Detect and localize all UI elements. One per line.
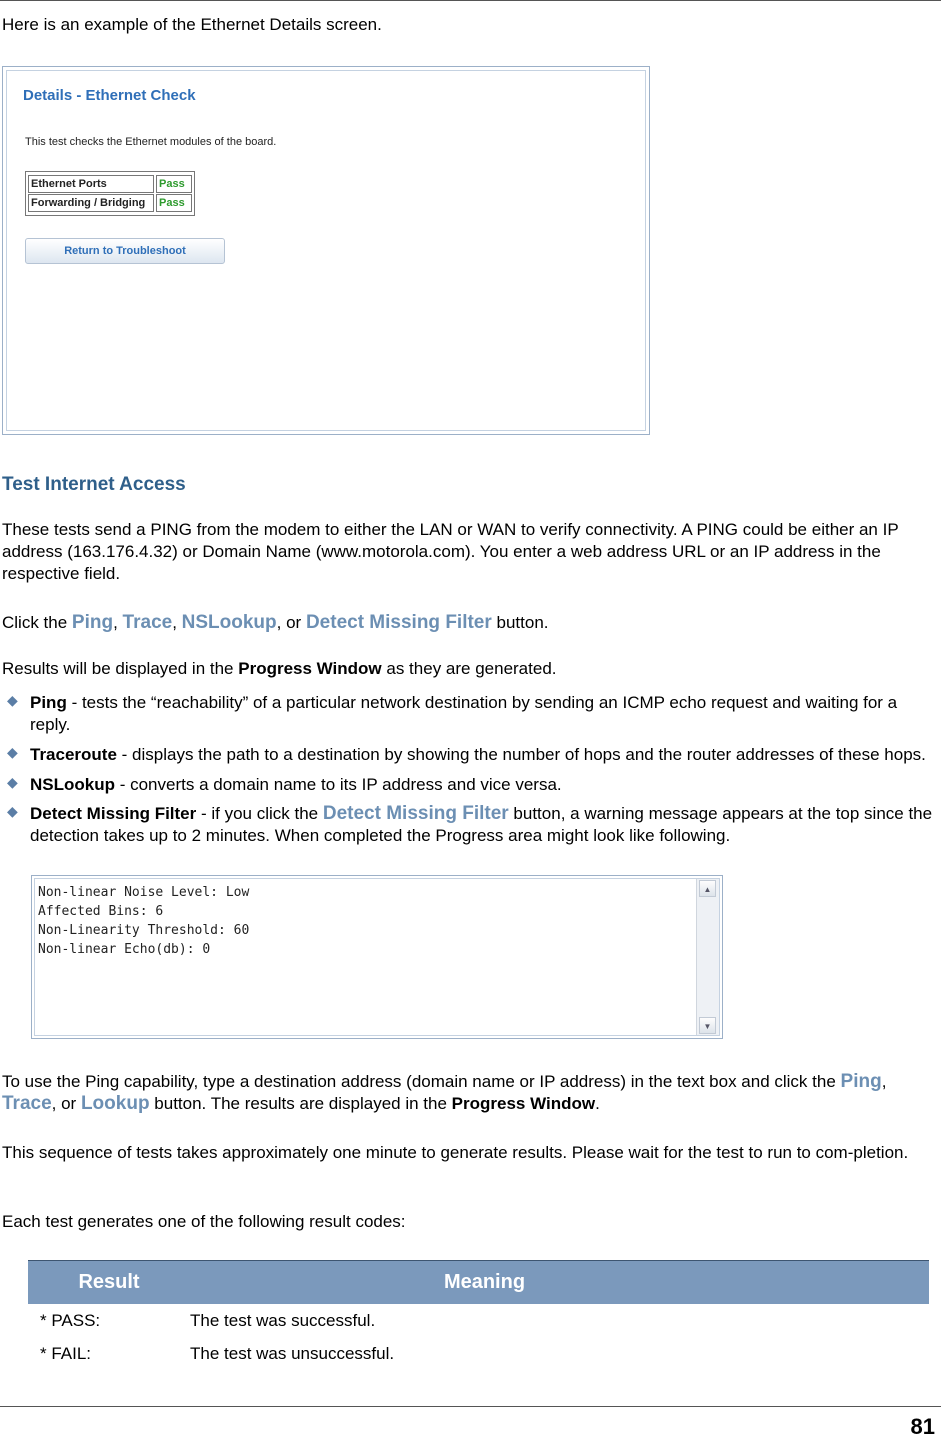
progress-window-screenshot	[31, 875, 723, 1039]
screenshot-description: This test checks the Ethernet modules of the board.	[25, 136, 277, 148]
trace-keyword: Trace	[2, 1093, 52, 1114]
output-line: Affected Bins: 6	[38, 904, 164, 919]
result-code: * FAIL:	[40, 1344, 92, 1363]
text: Results will be displayed in the	[2, 659, 239, 678]
bullet-term: Ping	[30, 693, 67, 712]
click-instruction	[2, 612, 549, 634]
result-codes-table	[28, 1260, 929, 1367]
diamond-bullet-icon: ◆	[7, 744, 18, 760]
text: ,	[113, 613, 123, 632]
output-line: Non-linear Echo(db): 0	[38, 942, 211, 957]
ping-paragraph	[2, 1071, 939, 1115]
text: , or	[276, 613, 306, 632]
table-header	[28, 1260, 929, 1304]
results-instruction	[2, 658, 557, 680]
text: button.	[491, 613, 549, 632]
ethernet-results-table	[25, 171, 195, 216]
list-item	[7, 774, 939, 796]
test-status: Pass	[156, 175, 192, 193]
test-name: Ethernet Ports	[28, 175, 154, 193]
text: .	[595, 1094, 600, 1113]
text: , or	[51, 1094, 81, 1113]
bottom-rule	[0, 1406, 941, 1407]
progress-window-label: Progress Window	[238, 659, 382, 678]
text: ,	[881, 1072, 887, 1091]
table-row	[28, 1307, 929, 1334]
list-item	[7, 803, 939, 847]
top-rule	[0, 0, 941, 1]
bullet-text: button, a warning message appears at the top since the detection takes up to 2 minutes. When completed the Progress area might look like following.	[30, 804, 933, 845]
table-row	[28, 194, 192, 212]
bullet-term: Detect Missing Filter	[30, 804, 197, 823]
text: Click the	[2, 613, 72, 632]
bullet-term: Traceroute	[30, 745, 117, 764]
list-item	[7, 744, 939, 766]
section-title: Test Internet Access	[2, 474, 186, 495]
intro-paragraph: These tests send a PING from the modem to either the LAN or WAN to verify connectivity. A PING could be either an IP address (163.176.4.32) or Domain Name (www.motorola.com). You enter a web address URL or an IP address in the respective field.	[2, 520, 899, 583]
progress-window-label: Progress Window	[451, 1094, 596, 1113]
bullet-text: - converts a domain name to its IP address and vice versa.	[115, 775, 562, 794]
screenshot-title: Details - Ethernet Check	[23, 87, 196, 104]
scroll-up-icon[interactable]: ▲	[699, 880, 716, 897]
output-line: Non-linear Noise Level: Low	[38, 885, 250, 900]
ping-keyword: Ping	[840, 1071, 882, 1092]
header-result: Result	[78, 1271, 140, 1293]
diamond-bullet-icon: ◆	[7, 692, 18, 708]
diamond-bullet-icon: ◆	[7, 803, 18, 819]
page-number: 81	[910, 1414, 935, 1439]
diamond-bullet-icon: ◆	[7, 774, 18, 790]
result-meaning: The test was unsuccessful.	[190, 1344, 395, 1363]
detect-keyword: Detect Missing Filter	[322, 803, 509, 824]
text: as they are generated.	[381, 659, 557, 678]
text: ,	[172, 613, 182, 632]
sequence-paragraph: This sequence of tests takes approximately one minute to generate results. Please wait for the test to run to com-pletion.	[2, 1143, 909, 1162]
text: button. The results are displayed in the	[149, 1094, 452, 1113]
intro-text: Here is an example of the Ethernet Details screen.	[2, 15, 382, 34]
return-to-troubleshoot-button[interactable]: Return to Troubleshoot	[25, 238, 225, 264]
trace-keyword: Trace	[122, 612, 173, 633]
ping-keyword: Ping	[71, 612, 114, 633]
lookup-keyword: Lookup	[80, 1093, 150, 1114]
progress-output	[38, 883, 249, 959]
ethernet-details-screenshot	[2, 66, 650, 435]
test-bullet-list	[7, 692, 939, 847]
bullet-text: - tests the “reachability” of a particular network destination by sending an ICMP echo request and waiting for a reply.	[30, 693, 898, 734]
nslookup-keyword: NSLookup	[181, 612, 277, 633]
scroll-down-icon[interactable]: ▼	[699, 1017, 716, 1034]
text: To use the Ping capability, type a destination address (domain name or IP address) in the text box and click the	[2, 1072, 841, 1091]
output-line: Non-Linearity Threshold: 60	[38, 923, 250, 938]
detect-keyword: Detect Missing Filter	[305, 612, 492, 633]
bullet-term: NSLookup	[30, 775, 115, 794]
list-item	[7, 692, 939, 736]
test-status: Pass	[156, 194, 192, 212]
result-code: * PASS:	[40, 1311, 101, 1330]
result-codes-intro: Each test generates one of the following result codes:	[2, 1212, 406, 1231]
result-meaning: The test was successful.	[190, 1311, 376, 1330]
bullet-text: - if you click the	[196, 804, 323, 823]
table-row	[28, 175, 192, 193]
bullet-text: - displays the path to a destination by showing the number of hops and the router addresses of these hops.	[116, 745, 926, 764]
vertical-scrollbar[interactable]	[696, 879, 719, 1035]
test-name: Forwarding / Bridging	[28, 194, 154, 212]
header-meaning: Meaning	[443, 1271, 526, 1293]
table-row	[28, 1340, 929, 1367]
